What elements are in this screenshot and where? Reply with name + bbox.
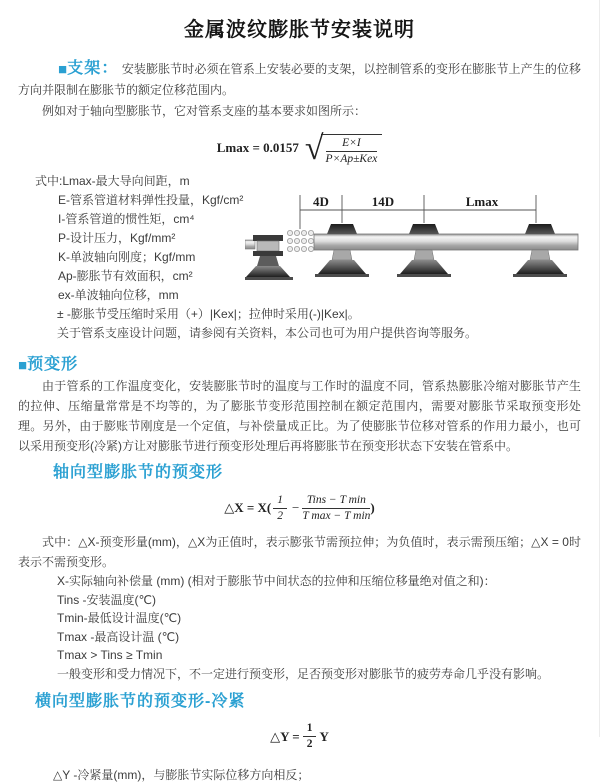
lmax-formula-fraction <box>326 137 378 166</box>
predeform-paragraph: 由于管系的工作温度变化，安装膨胀节时的温度与工作时的温度不同，管系热膨胀冷缩对膨胀节产生的拉伸、压缩量常常是不均等的，为了膨胀节变形范围控制在额定范围内，需要对膨胀节采取预变形处理。另外，由于膨账节刚度是一个定值，与补偿量成正比。为了使膨胀节位移对管系的作用力最小，也可以采用预变形(冷紧)方让对膨胀节进行预变形处理后再将膨胀节在预变形状态下安装在管系中。 <box>18 379 581 453</box>
support-example-line: 例如对于轴向型膨胀节，它对管系支座的基本要求如图所示： <box>42 104 367 118</box>
axial-definition-line: 一般变形和受力情况下，不一定进行预变形，足否预变形对膨胀节的疲劳寿命几乎没有影响。 <box>57 666 550 681</box>
definition-line: P-设计压力，Kgf/mm² <box>58 231 176 245</box>
definition-line: ex-单波轴向位移，mm <box>58 288 179 302</box>
dimension-label-4d: 4D <box>313 194 329 209</box>
pipe-support-diagram <box>245 188 597 292</box>
bellows-coils <box>287 230 313 251</box>
one-half-fraction <box>273 494 287 523</box>
temperature-denominator: T max − T min <box>302 509 371 522</box>
lmax-formula-lhs: Lmax = 0.0157 <box>216 140 299 155</box>
temperature-fraction <box>302 494 370 523</box>
page-title: 金属波纹膨胀节安装说明 <box>184 19 415 41</box>
support-intro-text: 安装膨胀节时必须在管系上安装必要的支架，以控制管系的变形在膨胀节上产生的位移方向并限制在膨胀节的额定位移范围内。 <box>18 62 581 97</box>
lateral-predeform-heading: 横向型膨胀节的预变形-冷紧 <box>35 692 246 710</box>
lmax-formula <box>0 129 599 167</box>
support-closing-line: 关于管系支座设计问题，请参阅有关资料，本公司也可为用户提供咨询等服务。 <box>57 326 478 340</box>
axial-predeform-formula <box>0 491 599 525</box>
dimension-label-lmax: Lmax <box>465 194 499 209</box>
pipe-left-stub <box>245 240 255 249</box>
guide-supports <box>315 224 567 277</box>
section-marker-icon: ■ <box>18 357 28 374</box>
axial-definition-line: Tmin-最低设计温度(℃) <box>57 611 182 626</box>
support-section-heading: 支架： <box>67 60 119 77</box>
lateral-formula-rhs: Y <box>319 728 329 744</box>
axial-formula-rhs: ) <box>370 500 375 515</box>
half-numerator: 1 <box>273 494 287 509</box>
predeform-heading-text: 预变形 <box>27 356 79 373</box>
lmax-formula-denominator: P×Ap±Kex <box>325 152 378 165</box>
axial-predeform-heading: 轴向型膨胀节的预变形 <box>53 464 224 481</box>
axial-definition-line: Tmax > Tins ≥ Tmin <box>57 648 163 663</box>
lateral-formula-lhs: △Y = <box>270 728 300 744</box>
axial-formula-lhs: △X = X( <box>224 500 272 515</box>
definition-line: I-管系管道的惯性矩，cm⁴ <box>58 212 195 226</box>
half-denominator: 2 <box>277 509 284 522</box>
minus-operator: − <box>292 500 300 515</box>
support-intro-paragraph <box>18 58 581 101</box>
half-denominator: 2 <box>306 738 313 751</box>
definition-line: 式中:Lmax-最大导向间距，m <box>35 174 190 188</box>
definition-line: Ap-膨胀节有效面积，cm² <box>58 269 193 283</box>
axial-definition-line: Tins -安装温度(℃) <box>57 592 157 607</box>
predeform-section-heading <box>18 351 581 374</box>
temperature-numerator: Tins − T min <box>302 494 370 509</box>
radical-sign: √ <box>304 130 324 167</box>
section-marker-icon: ■ <box>58 61 68 78</box>
axial-formula-note: 式中：△X-预变形量(mm)，△X为正值时，表示膨张节需预拉伸；为负值时，表示需预压缩；△X = 0时表示不需预变形。 <box>18 535 581 569</box>
definition-line: E-管系管道材料弹性投量，Kgf/cm² <box>58 193 244 207</box>
lateral-formula-note: △Y -冷紧量(mm)，与膨胀节实际位移方向相反； <box>53 767 310 782</box>
lmax-formula-root-body <box>321 134 383 166</box>
axial-definition-line: X-实际轴向补偿量 (mm) (相对于膨胀节中间状态的拉伸和压缩位移量绝对值之和)： <box>57 574 496 588</box>
axial-definition-line: Tmax -最高设计温 (℃) <box>57 629 180 644</box>
dimension-label-14d: 14D <box>371 194 395 209</box>
half-numerator: 1 <box>303 722 317 737</box>
lmax-formula-numerator: E×I <box>326 137 378 152</box>
dimension-lines <box>300 195 536 229</box>
definition-line: K-单波轴向刚度；Kgf/mm <box>58 250 196 264</box>
definition-line: ± -膨胀节受压缩时采用（+）|Kex|；拉伸时采用(-)|Kex|。 <box>57 307 360 321</box>
pipe <box>314 234 578 250</box>
